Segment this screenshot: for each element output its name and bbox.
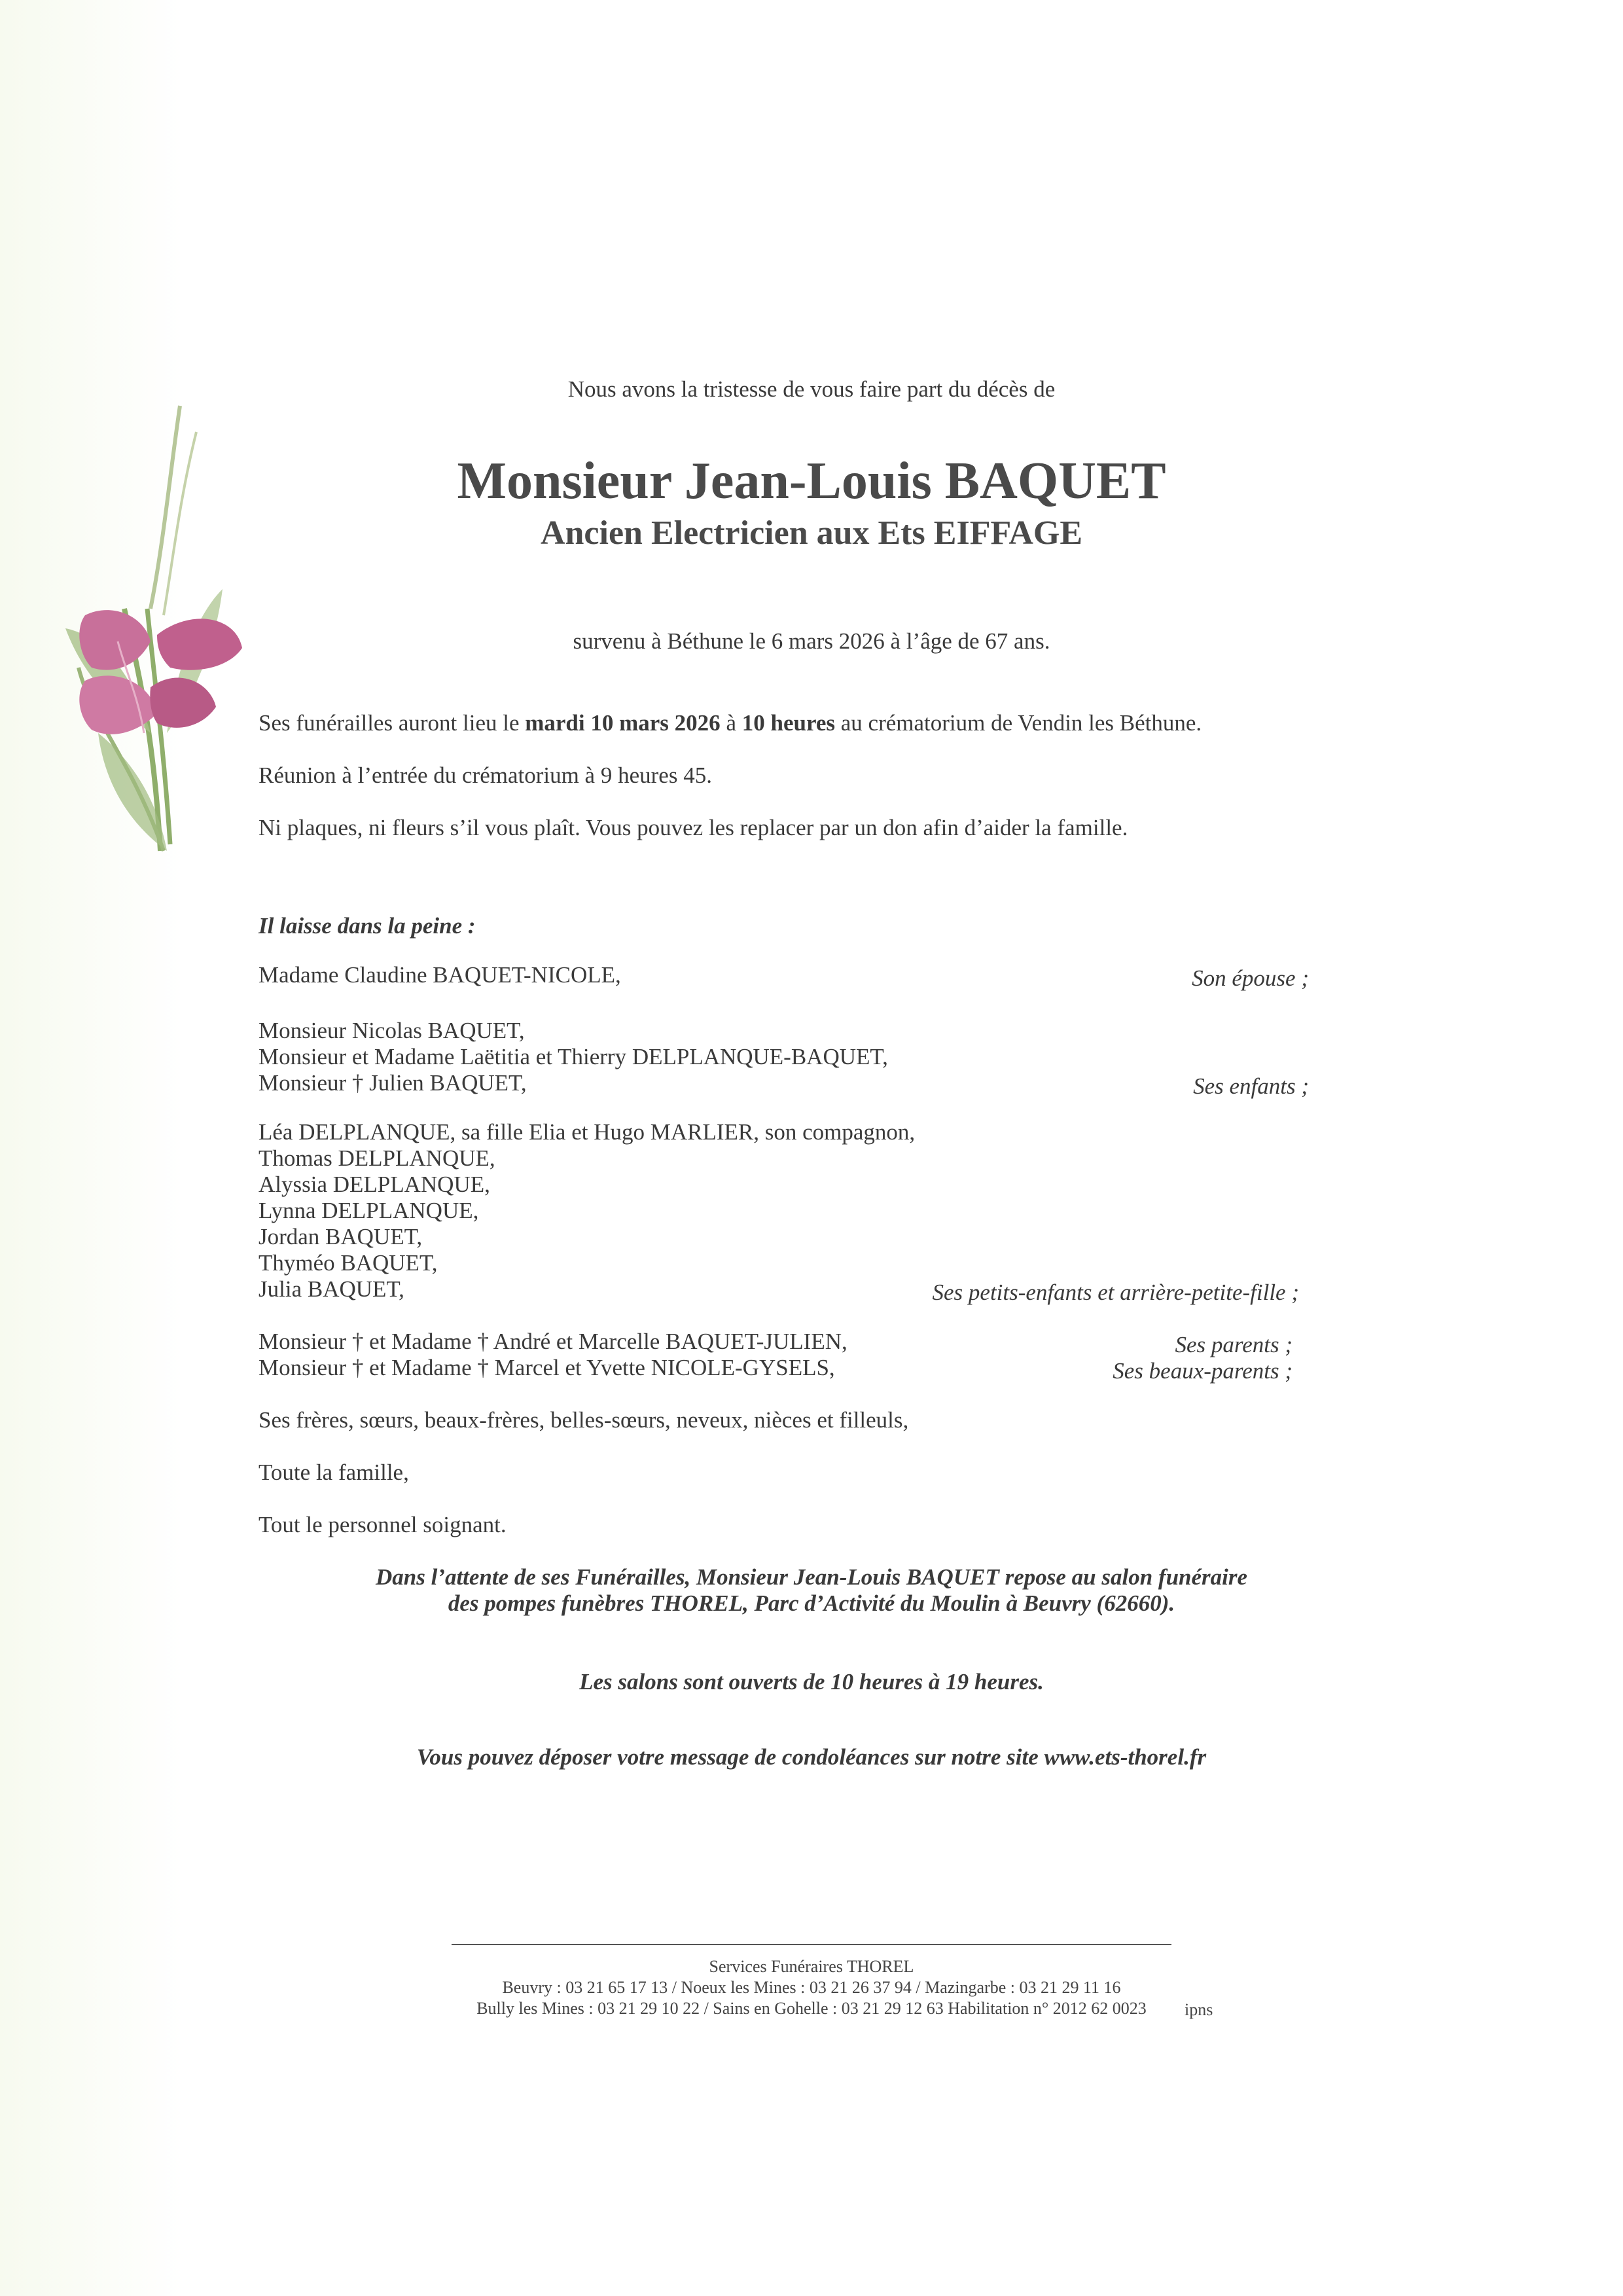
spouse-name: Madame Claudine BAQUET-NICOLE,	[259, 962, 621, 988]
child-item: Monsieur et Madame Laëtitia et Thierry DELPLANQUE-BAQUET,	[259, 1044, 888, 1069]
meeting-info: Réunion à l’entrée du crématorium à 9 heures 45.	[259, 762, 712, 788]
children-list	[259, 1018, 888, 1096]
grandchild-item: Thomas DELPLANQUE,	[259, 1145, 495, 1171]
footer-divider	[452, 1944, 1171, 1945]
footer-phones-2: Bully les Mines : 03 21 29 10 22 / Sains en Gohelle : 03 21 29 12 63 Habilitation n° 2012 62 0023	[476, 1999, 1147, 2018]
funeral-mid: à	[720, 710, 742, 736]
grandchildren-role: Ses petits-enfants et arrière-petite-fille ;	[932, 1280, 1299, 1305]
funeral-date: mardi 10 mars 2026	[525, 710, 721, 736]
ipns-mark: ipns	[1185, 2000, 1213, 2019]
grandchild-item: Lynna DELPLANQUE,	[259, 1198, 479, 1223]
rest-notice	[0, 1564, 1623, 1617]
opening-hours: Les salons sont ouverts de 10 heures à 19 heures.	[579, 1669, 1044, 1695]
death-notice: survenu à Béthune le 6 mars 2026 à l’âge de 67 ans.	[573, 628, 1050, 654]
siblings-line: Ses frères, sœurs, beaux-frères, belles-sœurs, neveux, nièces et filleuls,	[259, 1407, 909, 1433]
parents-role: Ses parents ;	[1175, 1332, 1293, 1357]
grandchild-item: Julia BAQUET,	[259, 1276, 404, 1302]
grandchild-item: Alyssia DELPLANQUE,	[259, 1172, 490, 1197]
funeral-prefix: Ses funérailles auront lieu le	[259, 710, 526, 736]
mourners-heading: Il laisse dans la peine :	[259, 913, 476, 939]
deceased-name: Monsieur Jean-Louis BAQUET	[457, 452, 1166, 510]
child-item: Monsieur † Julien BAQUET,	[259, 1070, 527, 1096]
family-line: Toute la famille,	[259, 1460, 409, 1485]
no-flowers-notice: Ni plaques, ni fleurs s’il vous plaît. Vous pouvez les replacer par un don afin d’aider la famille.	[259, 815, 1128, 840]
grandchildren-list	[259, 1119, 915, 1302]
child-item: Monsieur Nicolas BAQUET,	[259, 1018, 525, 1043]
footer-company: Services Funéraires THOREL	[709, 1957, 914, 1976]
funeral-time: 10 heures	[741, 710, 836, 736]
children-role: Ses enfants ;	[1193, 1073, 1309, 1099]
spouse-role: Son épouse ;	[1192, 965, 1309, 991]
staff-line: Tout le personnel soignant.	[259, 1512, 507, 1537]
grandchild-item: Thyméo BAQUET,	[259, 1250, 438, 1276]
intro-text: Nous avons la tristesse de vous faire part du décès de	[567, 376, 1056, 402]
in-laws-name: Monsieur † et Madame † Marcel et Yvette NICOLE-GYSELS,	[259, 1355, 835, 1380]
funeral-info	[259, 710, 1202, 736]
page-tint	[0, 0, 183, 2296]
condolences-notice: Vous pouvez déposer votre message de condoléances sur notre site www.ets-thorel.fr	[416, 1744, 1207, 1770]
funeral-suffix: au crématorium de Vendin les Béthune.	[835, 710, 1202, 736]
grandchild-item: Jordan BAQUET,	[259, 1224, 423, 1249]
deceased-occupation: Ancien Electricien aux Ets EIFFAGE	[540, 514, 1083, 552]
grandchild-item: Léa DELPLANQUE, sa fille Elia et Hugo MARLIER, son compagnon,	[259, 1119, 916, 1145]
footer-phones-1: Beuvry : 03 21 65 17 13 / Noeux les Mines : 03 21 26 37 94 / Mazingarbe : 03 21 29 11 16	[502, 1978, 1121, 1997]
rest-notice-line: Dans l’attente de ses Funérailles, Monsieur Jean-Louis BAQUET repose au salon funéraire	[375, 1564, 1248, 1590]
in-laws-role: Ses beaux-parents ;	[1113, 1358, 1293, 1384]
parents-name: Monsieur † et Madame † André et Marcelle BAQUET-JULIEN,	[259, 1329, 847, 1354]
rest-notice-line: des pompes funèbres THOREL, Parc d’Activité du Moulin à Beuvry (62660).	[448, 1590, 1175, 1616]
